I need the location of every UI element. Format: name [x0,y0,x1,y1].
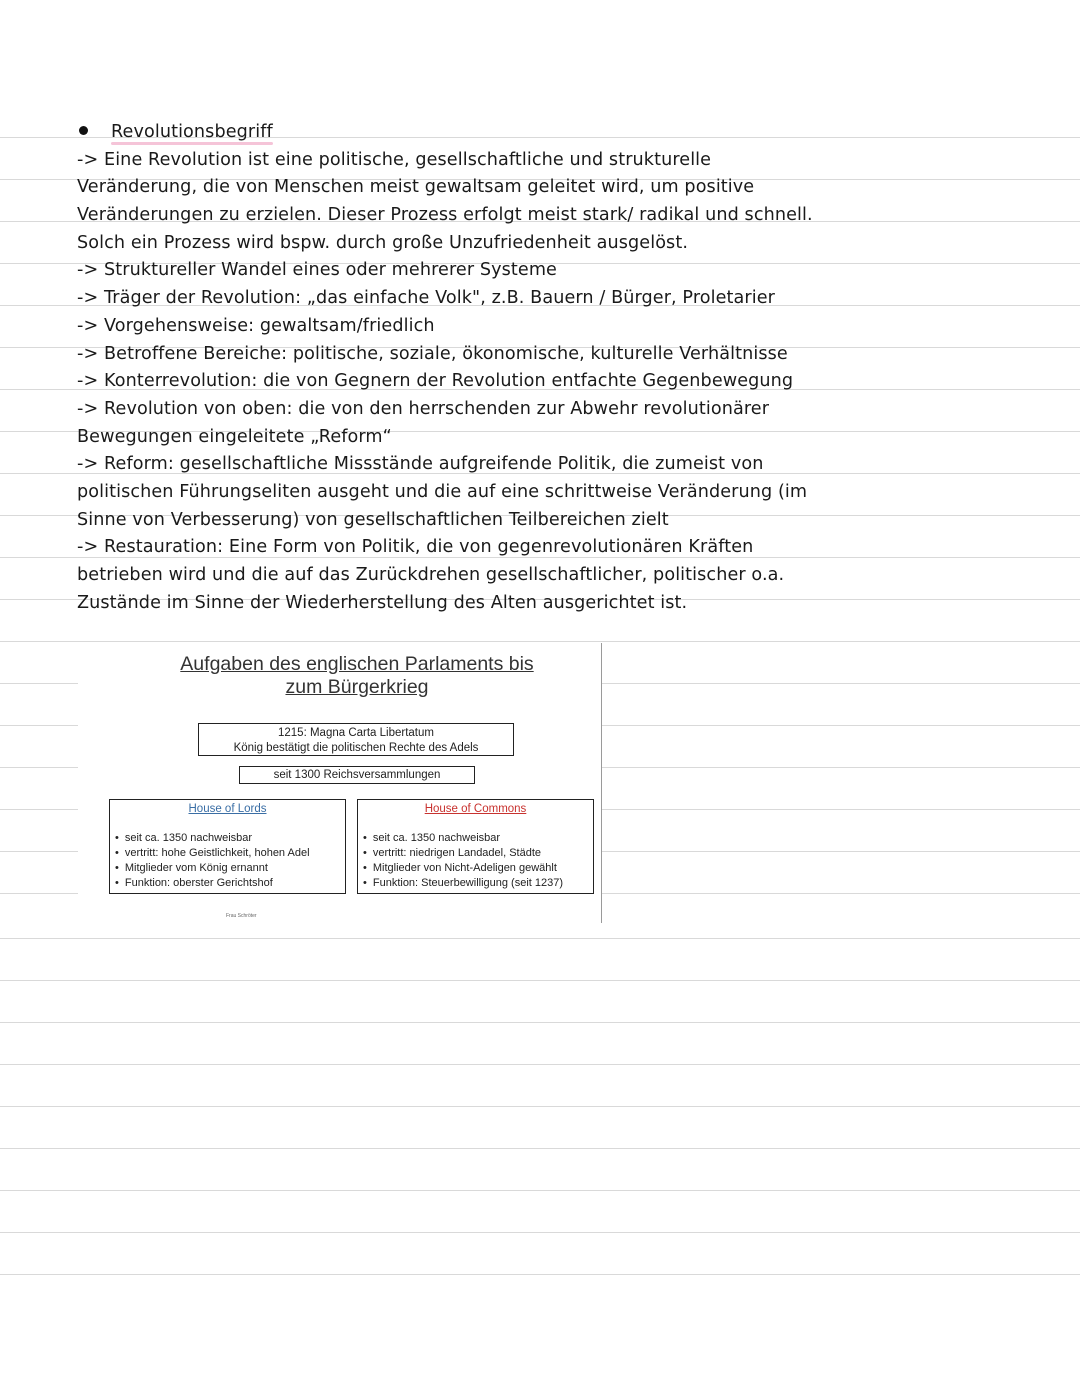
note-line: -> Eine Revolution ist eine politische, gesellschaftliche und strukturelle [77,149,712,170]
list-item: • seit ca. 1350 nachweisbar [363,831,593,846]
slide-title-line: zum Bürgerkrieg [285,676,429,698]
section-heading: Revolutionsbegriff [111,122,273,142]
note-line: Sinne von Verbesserung) von gesellschaftlichen Teilbereichen zielt [77,509,669,530]
list-item: • Mitglieder von Nicht-Adeligen gewählt [363,861,593,876]
note-line: Veränderungen zu erzielen. Dieser Prozess erfolgt meist stark/ radikal und schnell. [77,205,813,226]
slide-title [78,653,636,699]
list-item: • seit ca. 1350 nachweisbar [115,831,345,846]
house-of-lords-title: House of Lords [188,803,267,815]
list-item: • Funktion: Steuerbewilligung (seit 1237) [363,876,593,891]
reichsversammlungen-box: seit 1300 Reichsversammlungen [239,766,475,784]
note-line: -> Struktureller Wandel eines oder mehrerer Systeme [77,260,557,281]
note-line: betrieben wird und die auf das Zurückdrehen gesellschaftlicher, politischer o.a. [77,565,785,585]
note-line: -> Konterrevolution: die von Gegnern der Revolution entfachte Gegenbewegung [77,371,794,392]
bullet-icon [79,126,88,135]
heading-row [77,119,857,147]
list-item: • vertritt: niedrigen Landadel, Städte [363,846,593,861]
note-line: -> Revolution von oben: die von den herrschenden zur Abwehr revolutionärer [77,398,770,419]
note-line: Zustände im Sinne der Wiederherstellung des Alten ausgerichtet ist. [77,592,688,613]
note-line: -> Restauration: Eine Form von Politik, die von gegenrevolutionären Kräften [77,537,754,558]
house-of-commons-list [358,831,593,891]
note-line: Solch ein Prozess wird bspw. durch große Unzufriedenheit ausgelöst. [77,232,689,253]
notes-text [77,119,857,617]
magna-carta-year: 1215: Magna Carta Libertatum [278,727,434,739]
magna-carta-desc: König bestätigt die politischen Rechte des Adels [233,741,479,754]
list-item: • vertritt: hohe Geistlichkeit, hohen Adel [115,846,345,861]
note-line: Bewegungen eingeleitete „Reform“ [77,426,392,447]
list-item: • Funktion: oberster Gerichtshof [115,876,345,891]
note-line: politischen Führungseliten ausgeht und die auf eine schrittweise Veränderung (im [77,481,808,502]
note-line: -> Träger der Revolution: „das einfache Volk", z.B. Bauern / Bürger, Proletarier [77,288,776,309]
slide-divider [601,643,602,923]
slide-title-line: Aufgaben des englischen Parlaments bis [180,653,534,675]
house-of-lords-list [110,831,345,891]
embedded-slide [78,643,601,923]
note-line: Veränderung, die von Menschen meist gewaltsam geleitet wird, um positive [77,177,755,198]
magna-carta-box [198,723,514,756]
house-of-commons-title: House of Commons [424,803,527,815]
note-line: -> Betroffene Bereiche: politische, soziale, ökonomische, kulturelle Verhältnisse [77,343,788,364]
slide-footer: Frau Schröter [226,913,257,919]
note-line: -> Reform: gesellschaftliche Missstände aufgreifende Politik, die zumeist von [77,454,764,475]
house-of-lords-box [109,799,346,894]
house-of-commons-box [357,799,594,894]
note-line: -> Vorgehensweise: gewaltsam/friedlich [77,315,435,336]
list-item: • Mitglieder vom König ernannt [115,861,345,876]
